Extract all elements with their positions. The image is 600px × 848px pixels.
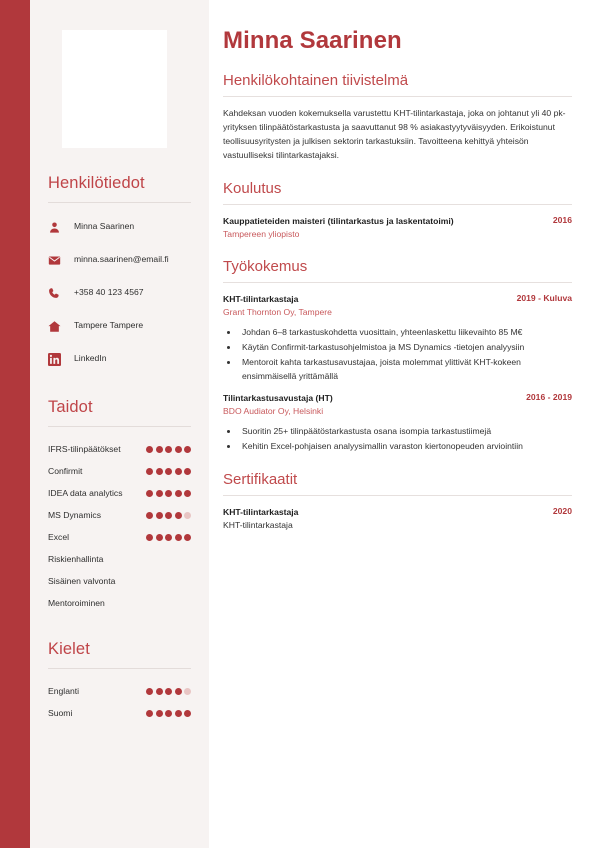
- contact-value-linkedin: LinkedIn: [74, 353, 107, 364]
- rating-dot: [175, 512, 182, 519]
- skill-label: Excel: [48, 532, 70, 542]
- summary-text: Kahdeksan vuoden kokemuksella varustettu KHT-tilintarkastaja, joka on johtanut yli 40 pk-yrityksen tilinpäätöstarkastusta ja saavuttanut 98 % asiakastyytyväisyyden. Erikoistunut teollisuusyritysten ja julkisen sektorin tarkastuksiin. Tavoitteena kehittyä yhteisön vastuulliseksi tilintarkastajaksi.: [223, 108, 566, 161]
- rating-dot: [146, 490, 153, 497]
- skill-row: [48, 438, 191, 460]
- experience-entry-date: 2016 - 2019: [526, 392, 572, 403]
- rating-dot: [175, 468, 182, 475]
- contact-item-address: [48, 313, 191, 339]
- contact-item-phone[interactable]: [48, 280, 191, 306]
- experience-entry-organization: Grant Thornton Oy, Tampere: [223, 307, 332, 318]
- envelope-icon: [48, 254, 70, 267]
- rating-dot: [156, 468, 163, 475]
- skills-list: [48, 438, 191, 614]
- linkedin-icon: [48, 353, 70, 366]
- education-entries: [223, 215, 572, 241]
- rating-dot: [146, 710, 153, 717]
- bullet-item: • Mentoroit kahta tarkastusavustajaa, joista molemmat ylittivät KHT-kokeen ensimmäisellä yrittämällä: [239, 356, 572, 384]
- section-heading-certificates: Sertifikaatit: [223, 470, 298, 488]
- experience-entry: [223, 392, 572, 454]
- language-label: Suomi: [48, 708, 73, 718]
- main-content: [209, 0, 600, 848]
- skill-rating: [146, 512, 191, 519]
- sidebar-heading-skills: Taidot: [48, 398, 93, 416]
- rating-dot: [165, 534, 172, 541]
- language-label: Englanti: [48, 686, 80, 696]
- language-row: [48, 702, 191, 724]
- section-heading-summary: Henkilökohtainen tiivistelmä: [223, 72, 409, 90]
- experience-entry-bullets: [239, 425, 572, 454]
- skill-rating: [146, 490, 191, 497]
- rating-dot: [165, 490, 172, 497]
- skill-rating: [146, 446, 191, 453]
- rating-dot: [184, 512, 191, 519]
- contact-item-linkedin[interactable]: [48, 346, 191, 372]
- experience-entry-organization: BDO Audiator Oy, Helsinki: [223, 406, 324, 417]
- skill-row: [48, 548, 191, 570]
- divider-summary: [223, 96, 572, 97]
- rating-dot: [146, 468, 153, 475]
- bullet-item: • Käytän Confirmit-tarkastusohjelmistoa ja MS Dynamics -tietojen analyysiin: [239, 341, 572, 355]
- rating-dot: [184, 468, 191, 475]
- home-icon: [48, 320, 70, 333]
- languages-list: [48, 680, 191, 724]
- rating-dot: [184, 534, 191, 541]
- experience-entry-title: KHT-tilintarkastaja: [223, 294, 299, 305]
- skill-label: IDEA data analytics: [48, 488, 123, 498]
- profile-photo-placeholder: [62, 30, 167, 148]
- rating-dot: [156, 490, 163, 497]
- rating-dot: [184, 688, 191, 695]
- certificate-entry-title: KHT-tilintarkastaja: [223, 506, 299, 517]
- rating-dot: [146, 512, 153, 519]
- rating-dot: [175, 490, 182, 497]
- education-entry-header: [223, 215, 572, 227]
- rating-dot: [156, 710, 163, 717]
- rating-dot: [156, 446, 163, 453]
- certificate-entries: [223, 506, 572, 532]
- skill-row: [48, 482, 191, 504]
- rating-dot: [146, 446, 153, 453]
- skill-row: [48, 504, 191, 526]
- education-entry-organization: Tampereen yliopisto: [223, 229, 300, 240]
- contact-item-name: [48, 214, 191, 240]
- experience-entries: [223, 293, 572, 454]
- rating-dot: [175, 688, 182, 695]
- rating-dot: [165, 688, 172, 695]
- bullet-item: • Johdan 6–8 tarkastuskohdetta vuosittain, yhteenlaskettu liikevaihto 85 M€: [239, 326, 572, 340]
- rating-dot: [175, 710, 182, 717]
- sidebar-heading-languages: Kielet: [48, 640, 90, 658]
- skill-label: Sisäinen valvonta: [48, 576, 116, 586]
- contact-value-address: Tampere Tampere: [74, 320, 144, 331]
- rating-dot: [156, 512, 163, 519]
- certificate-entry: [223, 506, 572, 532]
- divider-experience: [223, 282, 572, 283]
- contact-item-email[interactable]: [48, 247, 191, 273]
- divider-education: [223, 204, 572, 205]
- rating-dot: [156, 534, 163, 541]
- person-icon: [48, 221, 70, 234]
- experience-entry-title: Tilintarkastusavustaja (HT): [223, 393, 333, 404]
- contact-list: [48, 214, 191, 372]
- experience-entry-header: [223, 392, 572, 404]
- education-entry-title: Kauppatieteiden maisteri (tilintarkastus ja laskentatoimi): [223, 216, 454, 227]
- sidebar-heading-personal-info: Henkilötiedot: [48, 174, 145, 192]
- certificate-entry-date: 2020: [552, 505, 572, 516]
- section-heading-experience: Työkokemus: [223, 258, 308, 276]
- education-entry-date: 2016: [552, 215, 572, 226]
- skill-label: MS Dynamics: [48, 510, 102, 520]
- rating-dot: [184, 446, 191, 453]
- rating-dot: [175, 534, 182, 541]
- language-rating: [146, 688, 191, 695]
- skill-row: [48, 592, 191, 614]
- left-accent-bar: [0, 0, 30, 848]
- skill-label: IFRS-tilinpäätökset: [48, 444, 121, 454]
- contact-value-phone: +358 40 123 4567: [74, 287, 144, 298]
- bullet-item: • Suoritin 25+ tilinpäätöstarkastusta osana isompia tarkastustiimejä: [239, 425, 572, 439]
- section-heading-education: Koulutus: [223, 180, 282, 198]
- rating-dot: [175, 446, 182, 453]
- language-rating: [146, 710, 191, 717]
- contact-value-email: minna.saarinen@email.fi: [74, 254, 169, 265]
- experience-entry-header: [223, 293, 572, 305]
- rating-dot: [156, 688, 163, 695]
- rating-dot: [184, 710, 191, 717]
- experience-entry: [223, 293, 572, 383]
- page-title: Minna Saarinen: [223, 27, 402, 54]
- bullet-item: • Kehitin Excel-pohjaisen analyysimallin varaston kiertonopeuden arviointiin: [239, 440, 572, 454]
- rating-dot: [165, 512, 172, 519]
- rating-dot: [146, 688, 153, 695]
- certificate-entry-header: [223, 506, 572, 518]
- divider-skills: [48, 426, 191, 427]
- language-row: [48, 680, 191, 702]
- divider-languages: [48, 668, 191, 669]
- skill-label: Confirmit: [48, 466, 83, 476]
- rating-dot: [184, 490, 191, 497]
- rating-dot: [165, 468, 172, 475]
- phone-icon: [48, 287, 70, 300]
- experience-entry-date: 2019 - Kuluva: [516, 293, 572, 304]
- skill-row: [48, 526, 191, 548]
- divider-personal-info: [48, 202, 191, 203]
- certificate-entry-subtitle: KHT-tilintarkastaja: [223, 520, 293, 531]
- divider-certificates: [223, 495, 572, 496]
- skill-rating: [146, 534, 191, 541]
- experience-entry-bullets: [239, 326, 572, 383]
- contact-value-name: Minna Saarinen: [74, 221, 135, 232]
- rating-dot: [165, 446, 172, 453]
- education-entry: [223, 215, 572, 241]
- skill-rating: [146, 468, 191, 475]
- rating-dot: [165, 710, 172, 717]
- skill-row: [48, 460, 191, 482]
- skill-label: Mentoroiminen: [48, 598, 105, 608]
- skill-row: [48, 570, 191, 592]
- skill-label: Riskienhallinta: [48, 554, 104, 564]
- rating-dot: [146, 534, 153, 541]
- sidebar: [30, 0, 209, 848]
